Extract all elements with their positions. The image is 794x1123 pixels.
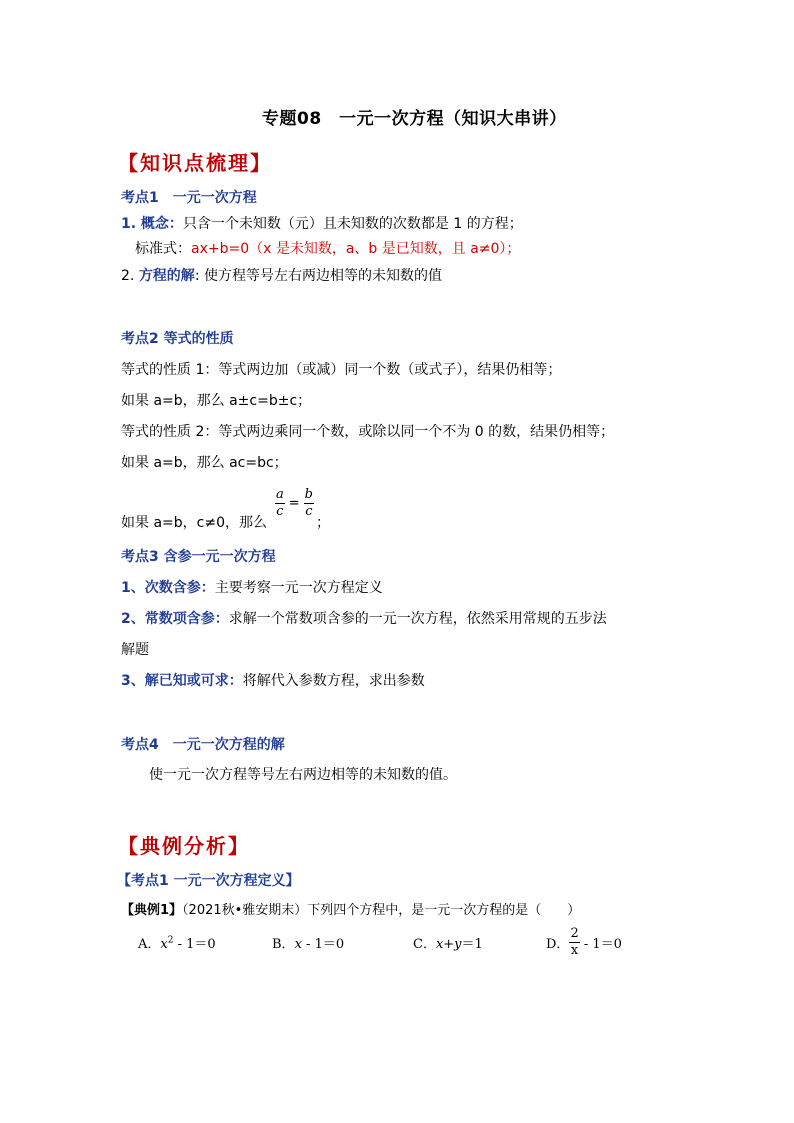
example-label: 【典例1】 bbox=[121, 903, 183, 918]
kp3-item2: 2、常数项含参：求解一个常数项含参的一元一次方程，依然采用常规的五步法 bbox=[121, 611, 607, 627]
solution-text: : 使方程等号左右两边相等的未知数的值 bbox=[194, 268, 442, 284]
kp3-item1: 1、次数含参：主要考察一元一次方程定义 bbox=[121, 580, 383, 596]
option-a[interactable]: A．$x^2 - 1=0$ bbox=[138, 935, 216, 952]
solution-label: 方程的解 bbox=[138, 268, 195, 284]
equals-sign: = bbox=[288, 496, 300, 511]
option-b[interactable]: B．x - 1＝0 bbox=[272, 937, 345, 952]
example-kp-tag: 【考点1 一元一次方程定义】 bbox=[117, 873, 300, 889]
kp2-property2-example1: 如果 a=b，那么 ac=bc； bbox=[121, 455, 288, 471]
kp4-heading: 考点4 一元一次方程的解 bbox=[121, 737, 285, 753]
standard-label: 标准式： bbox=[135, 241, 191, 257]
concept-label: 1. 概念： bbox=[121, 216, 183, 232]
kp2-fraction-equation bbox=[275, 487, 314, 520]
examples-section-header: 【典例分析】 bbox=[118, 834, 250, 858]
example-question bbox=[121, 899, 580, 918]
option-c[interactable]: C．x+y＝1 bbox=[413, 937, 483, 952]
kp2-property2: 等式的性质 2：等式两边乘同一个数，或除以同一个不为 0 的数，结果仍相等； bbox=[121, 424, 615, 440]
kp2-semicolon: ； bbox=[316, 515, 330, 531]
kp1-solution bbox=[121, 265, 442, 285]
fraction-b-over-c: $\frac{b}{c}$ bbox=[304, 487, 313, 519]
kp4-text: 使一元一次方程等号左右两边相等的未知数的值。 bbox=[149, 767, 457, 783]
kp2-heading: 考点2 等式的性质 bbox=[121, 331, 234, 347]
fraction-a-over-c: $\frac{a}{c}$ bbox=[276, 487, 284, 519]
kp1-concept bbox=[121, 213, 523, 233]
page-title: 专题08 一元一次方程（知识大串讲） bbox=[262, 109, 567, 129]
kp3-item3: 3、解已知或可求：将解代入参数方程，求出参数 bbox=[121, 673, 425, 689]
solution-prefix: 2. bbox=[121, 268, 139, 284]
option-d-fraction: $\frac{2}{x}$ bbox=[570, 926, 579, 958]
kp1-heading: 考点1 一元一次方程 bbox=[121, 190, 257, 206]
kp2-property1-example: 如果 a=b，那么 a±c=b±c； bbox=[121, 393, 312, 409]
standard-text: ax+b=0（x 是未知数，a、b 是已知数，且 a≠0）； bbox=[191, 241, 521, 257]
kp2-property2-example2-text: 如果 a=b，c≠0，那么 bbox=[121, 515, 267, 531]
kp3-item2-continued: 解题 bbox=[121, 642, 149, 658]
option-d[interactable]: D． $\frac{2}{x}$ - 1＝0 bbox=[546, 926, 622, 958]
kp3-heading: 考点3 含参一元一次方程 bbox=[121, 549, 276, 565]
concept-text: 只含一个未知数（元）且未知数的次数都是 1 的方程； bbox=[182, 216, 523, 232]
question-text: （2021秋•雅安期末）下列四个方程中，是一元一次方程的是（ ） bbox=[182, 903, 581, 918]
kp2-property1: 等式的性质 1：等式两边加（或减）同一个数（或式子），结果仍相等； bbox=[121, 362, 562, 378]
knowledge-section-header: 【知识点梳理】 bbox=[118, 151, 272, 175]
kp1-standard-form bbox=[135, 238, 520, 258]
